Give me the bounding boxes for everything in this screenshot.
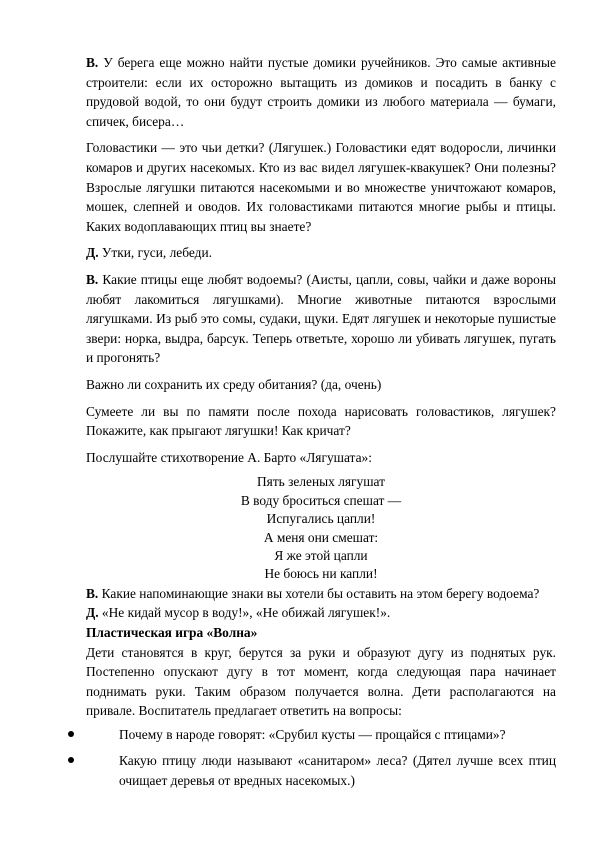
paragraph-text: Какие птицы еще любят водоемы? (Аисты, цапли, совы, чайки и даже вороны любят лакомиться лягушками). Многие животные питаются взрослыми лягушками. Из рыб это сомы, судаки, щуки. Едят лягушек и некоторые пушистые звери: норка, выдра, барсук. Теперь ответьте, хорошо ли убивать лягушек, пугать и прогонять? xyxy=(86,271,556,366)
paragraph-signs xyxy=(86,584,556,604)
list-item xyxy=(86,751,556,790)
paragraph-children-answer-birds xyxy=(86,243,556,263)
paragraph-draw: Сумеете ли вы по памяти после похода нарисовать головастиков, лягушек? Покажите, как прыгают лягушки! Как кричат? xyxy=(86,403,556,439)
poem-line: Не боюсь ни капли! xyxy=(264,566,378,582)
speaker-label: Д. xyxy=(86,605,99,621)
paragraph-children-answer-signs xyxy=(86,603,556,623)
paragraph-habitat: Важно ли сохранить их среду обитания? (да, очень) xyxy=(86,376,382,392)
speaker-label: В. xyxy=(86,585,99,601)
paragraph-text: «Не кидай мусор в воду!», «Не обижай лягушек!». xyxy=(98,605,391,621)
paragraph-text: Утки, гуси, лебеди. xyxy=(98,245,212,261)
question-list xyxy=(86,725,556,791)
poem-line: Пять зеленых лягушат xyxy=(257,474,385,490)
paragraph-predators xyxy=(86,270,556,368)
paragraph-wave-game: Дети становятся в круг, берутся за руки и образуют дугу из поднятых рук. Постепенно опускают дугу в тот момент, когда следующая пара начинает поднимать руки. Таким образом получается волна. Дети располагаются на привале. Воспитатель предлагает ответить на вопросы: xyxy=(86,644,556,719)
speaker-label: Д. xyxy=(86,245,99,261)
document-page xyxy=(86,53,556,791)
poem-line: В воду броситься спешат — xyxy=(240,492,402,508)
bullet-icon xyxy=(68,757,74,763)
bullet-icon xyxy=(68,731,74,737)
section-heading: Пластическая игра «Волна» xyxy=(86,624,258,640)
list-item-text: Какую птицу люди называют «санитаром» леса? (Дятел лучше всех птиц очищает деревья от вредных насекомых.) xyxy=(119,753,556,789)
speaker-label: В. xyxy=(86,55,99,70)
list-item xyxy=(86,725,556,745)
paragraph-text: У берега еще можно найти пустые домики ручейников. Это самые активные строители: если их осторожно вытащить из домиков и посадить в банку с прудовой водой, то они будут строить домики из любого материала — бумаги, спичек, бисера… xyxy=(86,55,556,129)
paragraph-tadpoles: Головастики — это чьи детки? (Лягушек.) Головастики едят водоросли, личинки комаров и других насекомых. Кто из вас видел лягушек-квакушек? Они полезны? Взрослые лягушки питаются насекомыми и во множестве уничтожают комаров, мошек, слепней и оводов. Их головастиками питаются многие рыбы и птицы. Каких водоплавающих птиц вы знаете? xyxy=(86,140,556,234)
poem-line: А меня они смешат: xyxy=(263,529,379,545)
speaker-label: В. xyxy=(86,271,99,287)
poem-line: Испугались цапли! xyxy=(266,511,376,527)
paragraph-poem-intro: Послушайте стихотворение А. Барто «Лягушата»: xyxy=(86,449,372,465)
paragraph-caddisfly xyxy=(86,53,556,131)
poem xyxy=(86,473,556,583)
paragraph-text: Какие напоминающие знаки вы хотели бы оставить на этом берегу водоема? xyxy=(98,585,540,601)
poem-line: Я же этой цапли xyxy=(274,547,368,563)
list-item-text: Почему в народе говорят: «Срубил кусты — прощайся с птицами»? xyxy=(119,726,506,742)
